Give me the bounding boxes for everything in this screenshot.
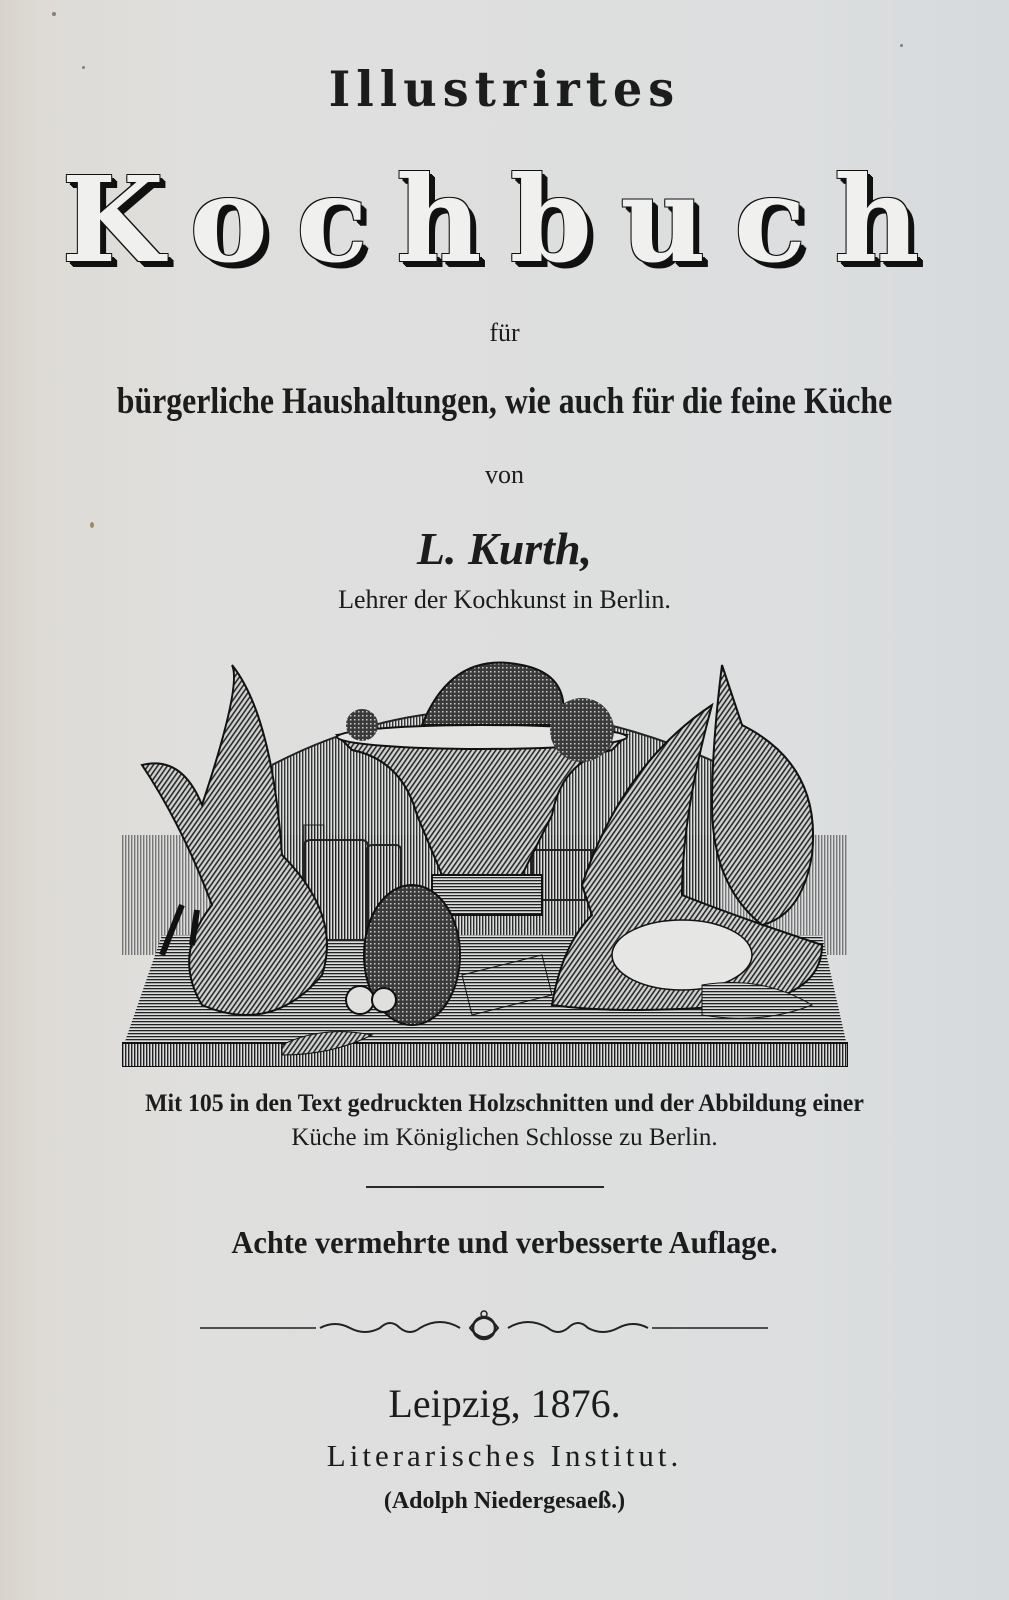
printer: (Adolph Niedergesaeß.) bbox=[383, 1488, 626, 1514]
by-line: von bbox=[485, 460, 524, 489]
author-name: L. Kurth, bbox=[416, 523, 593, 574]
woodcut-illustration bbox=[122, 655, 848, 1067]
paper-speck bbox=[900, 44, 903, 47]
preposition: für bbox=[489, 318, 520, 347]
divider-rule bbox=[366, 1186, 604, 1188]
ornamental-divider bbox=[200, 1306, 768, 1346]
paper-speck bbox=[52, 12, 56, 16]
subtitle: bürgerliche Haushaltungen, wie auch für die feine Küche bbox=[116, 381, 893, 422]
author-role: Lehrer der Kochkunst in Berlin. bbox=[338, 585, 671, 614]
illustration-note-line-2: Küche im Königlichen Schlosse zu Berlin. bbox=[291, 1124, 718, 1151]
edition-statement: Achte vermehrte und verbesserte Auflage. bbox=[231, 1224, 778, 1260]
publisher: Literarisches Institut. bbox=[326, 1438, 683, 1473]
table-edge bbox=[122, 1043, 848, 1067]
fruit-pile bbox=[422, 663, 564, 726]
title-line-1: Illustrirtes bbox=[328, 60, 681, 118]
illustration-note-line-1: Mit 105 in den Text gedruckten Holzschnitten und der Abbildung einer bbox=[145, 1090, 864, 1117]
title-line-2: Kochbuch bbox=[0, 150, 1009, 289]
place-and-year: Leipzig, 1876. bbox=[388, 1381, 621, 1426]
